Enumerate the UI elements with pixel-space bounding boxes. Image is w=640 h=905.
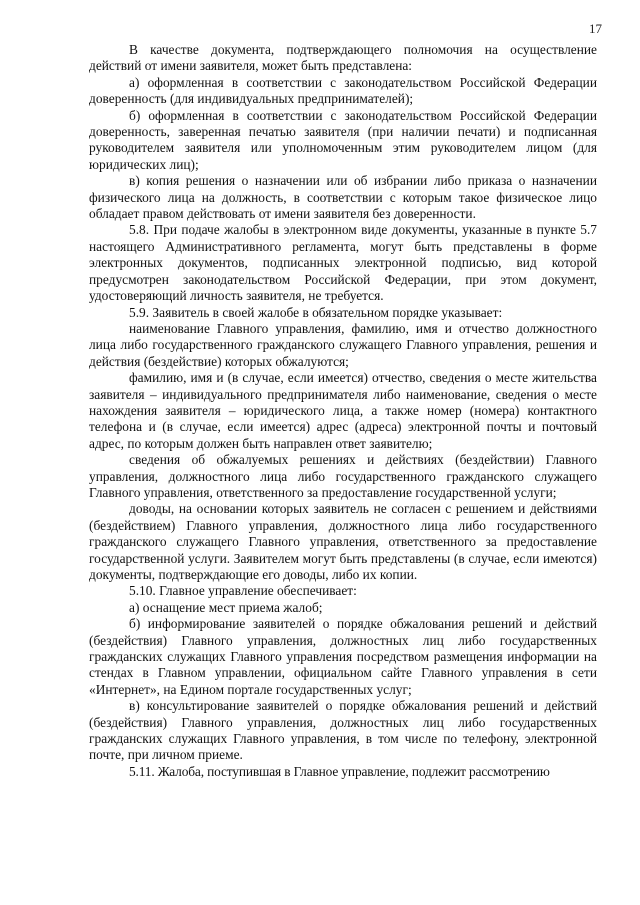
list-item-c: в) копия решения о назначении или об избрании либо приказа о назначении физического лица на должность, в соответствии с которым такое физическое лицо обладает правом действовать от имени заявителя без доверенности. (89, 173, 597, 222)
requirement-item: доводы, на основании которых заявитель не согласен с решением и действиями (бездействием) Главного управления, должностного лица либо государственного гражданского служащего Главного управления, ответственного за предоставление государственной услуги. Заявителем могут быть представлены (в случае, если имеются) документы, подтверждающие его доводы, либо их копии. (89, 501, 597, 582)
section-5-8-paragraph: 5.8. При подаче жалобы в электронном виде документы, указанные в пункте 5.7 настоящего Административного регламента, могут быть представлены в форме электронных документов, подписанных электронной подписью, вид которой предусмотрен законодательством Российской Федерации, при этом документ, удостоверяющий личность заявителя, не требуется. (89, 222, 597, 304)
requirement-item: сведения об обжалуемых решениях и действиях (бездействии) Главного управления, должностного лица либо государственного гражданского служащего Главного управления, ответственного за предоставление государственной услуги; (89, 452, 597, 500)
list-item-b: б) информирование заявителей о порядке обжалования решений и действий (бездействия) Главного управления, должностных лиц либо государственных гражданских служащих Главного управления посредством размещения информации на стендах в Главном управлении, официальном сайте Главного управления в сети «Интернет», на Едином портале государственных услуг; (89, 616, 597, 697)
intro-paragraph: В качестве документа, подтверждающего полномочия на осуществление действий от имени заявителя, может быть представлена: (89, 42, 597, 74)
list-item-a: а) оформленная в соответствии с законодательством Российской Федерации доверенность (для индивидуальных предпринимателей); (89, 74, 597, 107)
requirement-item: фамилию, имя и (в случае, если имеется) отчество, сведения о месте жительства заявителя – индивидуального предпринимателя либо наименование, сведения о месте нахождения заявителя – юридического лица, а также номер (номера) контактного телефона и (в случае, если имеется) адрес (адреса) электронной почты и почтовый адрес, по которым должен быть направлен ответ заявителю; (89, 370, 597, 451)
section-5-9-heading: 5.9. Заявитель в своей жалобе в обязательном порядке указывает: (129, 304, 503, 320)
list-item-b: б) оформленная в соответствии с законодательством Российской Федерации доверенность, заверенная печатью заявителя (при наличии печати) и подписанная руководителем заявителя или уполномоченным этим руководителем лицом (для юридических лиц); (89, 107, 597, 172)
document-body (89, 42, 597, 780)
section-5-11-paragraph: 5.11. Жалоба, поступившая в Главное управление, подлежит рассмотрению (129, 763, 550, 779)
list-item-c: в) консультирование заявителей о порядке обжалования решений и действий (бездействия) Главного управления, должностных лиц либо государственных гражданских служащих Главного управления, в том числе по телефону, электронной почте, при личном приеме. (89, 698, 597, 763)
page-number: 17 (589, 21, 602, 36)
requirement-item: наименование Главного управления, фамилию, имя и отчество должностного лица либо государственного гражданского служащего Главного управления, решения и действия (бездействие) которых обжалуются; (89, 320, 597, 369)
section-5-10-heading: 5.10. Главное управление обеспечивает: (129, 583, 357, 599)
list-item-a: а) оснащение мест приема жалоб; (129, 599, 323, 615)
